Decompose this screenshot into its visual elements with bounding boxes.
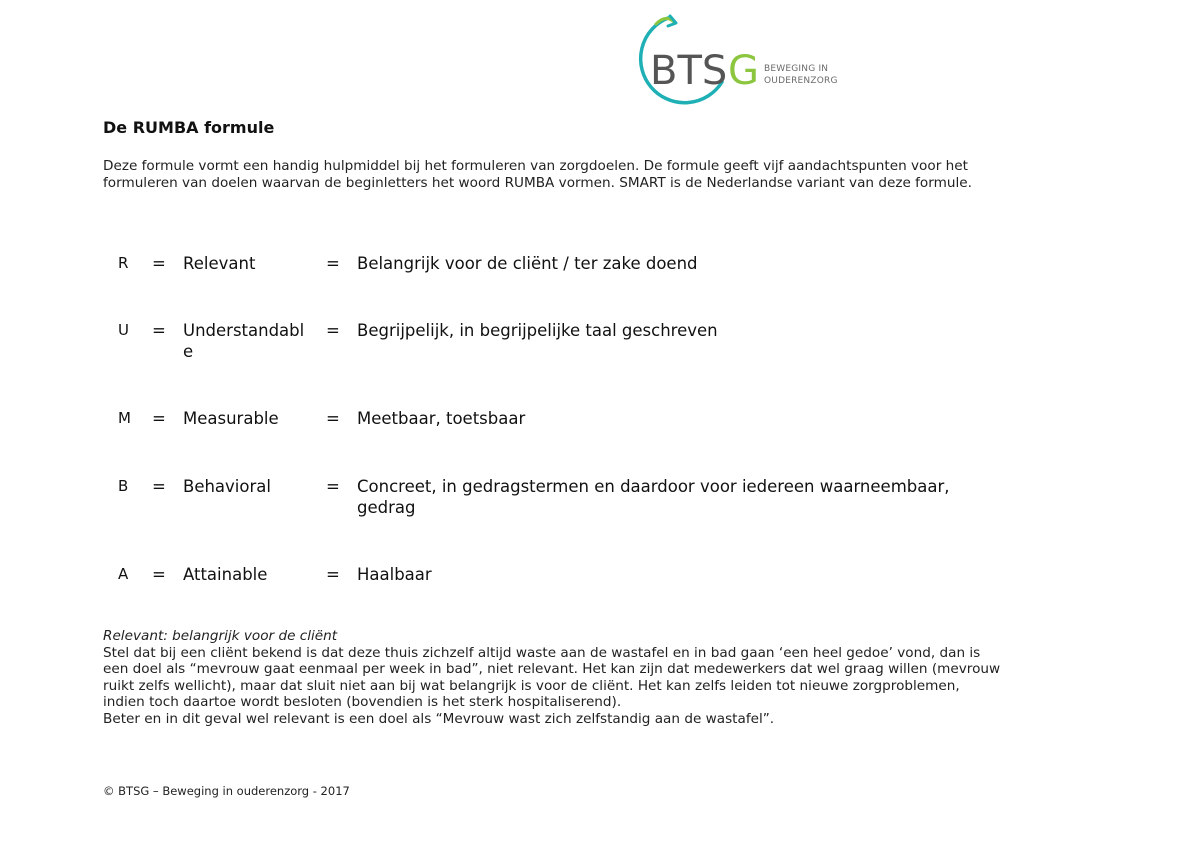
equals-sign: = <box>326 477 340 496</box>
equals-sign: = <box>152 565 166 584</box>
logo-tagline-line1: BEWEGING IN <box>764 64 829 74</box>
rumba-meaning: Haalbaar <box>357 565 432 584</box>
intro-paragraph: Deze formule vormt een handig hulpmiddel bij het formuleren van zorgdoelen. De formule geeft vijf aandachtspunten voor het formuleren van doelen waarvan de beginletters het woord RUMBA vormen. SMART is de Nederlandse variant van deze formule. <box>103 158 972 191</box>
rumba-letter: A <box>118 565 129 583</box>
rumba-letter: R <box>118 254 129 272</box>
equals-sign: = <box>326 565 340 584</box>
page-title: De RUMBA formule <box>103 118 275 137</box>
logo-tagline <box>764 63 838 87</box>
rumba-letter: U <box>118 321 129 339</box>
equals-sign: = <box>152 254 166 273</box>
rumba-meaning: Meetbaar, toetsbaar <box>357 409 526 428</box>
rumba-term: Understandable <box>183 321 305 361</box>
equals-sign: = <box>152 321 166 340</box>
rumba-letter: B <box>118 477 129 495</box>
equals-sign: = <box>326 254 340 273</box>
logo-tagline-line2: OUDERENZORG <box>764 76 838 86</box>
equals-sign: = <box>326 321 340 340</box>
relevant-explanation <box>103 628 1003 727</box>
rumba-term: Behavioral <box>183 477 271 496</box>
copyright-footer: © BTSG – Beweging in ouderenzorg - 2017 <box>103 784 350 798</box>
logo-wordmark-accent: G <box>728 48 759 94</box>
explanation-subheading: Relevant: belangrijk voor de cliënt <box>103 628 338 644</box>
rumba-term: Measurable <box>183 409 279 428</box>
equals-sign: = <box>152 477 166 496</box>
explanation-paragraph: Stel dat bij een cliënt bekend is dat deze thuis zichzelf altijd waste aan de wastafel en in bad gaan ‘een heel gedoe’ vond, dan is een doel als “mevrouw gaat eenmaal per week in bad”, niet relevant. Het kan zijn dat medewerkers dat wel graag willen (mevrouw ruikt zelfs wellicht), maar dat sluit niet aan bij wat belangrijk is voor de cliënt. Het kan zelfs leiden tot nieuwe zorgproblemen, indien toch daartoe wordt besloten (bovendien is het sterk hospitaliserend). <box>103 644 1001 710</box>
equals-sign: = <box>152 409 166 428</box>
rumba-meaning: Concreet, in gedragstermen en daardoor voor iedereen waarneembaar, gedrag <box>357 477 950 517</box>
rumba-meaning: Begrijpelijk, in begrijpelijke taal geschreven <box>357 321 718 340</box>
rumba-term: Attainable <box>183 565 268 584</box>
btsg-logo <box>630 10 870 110</box>
logo-wordmark: BTS <box>650 48 728 94</box>
rumba-meaning: Belangrijk voor de cliënt / ter zake doend <box>357 254 698 273</box>
explanation-conclusion: Beter en in dit geval wel relevant is een doel als “Mevrouw wast zich zelfstandig aan de wastafel”. <box>103 710 775 727</box>
rumba-term: Relevant <box>183 254 256 273</box>
rumba-letter: M <box>118 409 131 427</box>
equals-sign: = <box>326 409 340 428</box>
logo-emblem-icon <box>630 10 870 110</box>
